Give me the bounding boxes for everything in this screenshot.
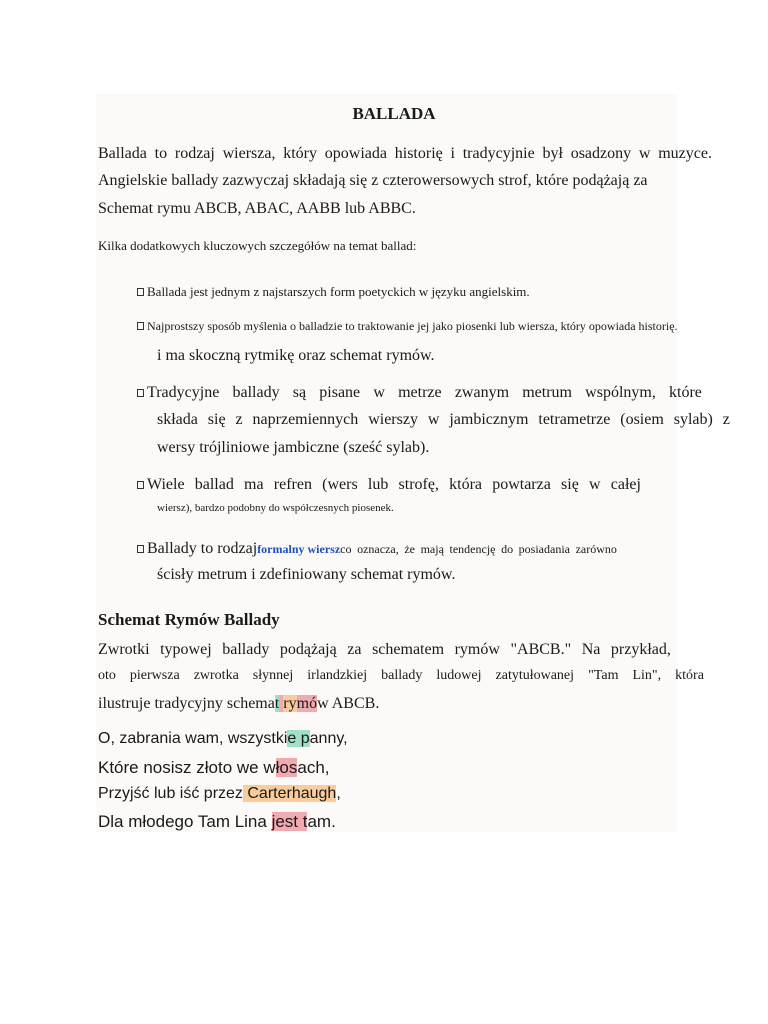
word: zwanym [454,384,510,401]
bullet-4-start: Wiele [137,477,185,493]
word: to [154,145,168,162]
rhyme-scheme-heading: Schemat Rymów Ballady [98,610,280,629]
bullet-4-line-2: wiersz), bardzo podobny do współczesnych piosenek. [157,502,394,514]
word: pisane [319,384,361,401]
bullet-3-line-3: wersy trójliniowe jambiczne (sześć sylab). [157,439,430,456]
word: był [542,145,563,162]
word: rymów [454,641,500,658]
word: metrze [398,384,442,401]
bullet-5-start: Ballady to rodzaj [147,540,258,557]
formal-poem-link[interactable]: formalny wiersz [257,542,341,556]
word: zatytułowanej [495,668,575,683]
word: naprzemiennych [252,411,359,428]
bullet-1 [137,285,530,298]
checkbox-icon [137,322,144,330]
word: wspólnym, [585,384,656,401]
bullet-3-line-2 [157,412,730,428]
document-title: BALLADA [352,104,436,123]
word: ballady [232,384,280,401]
word: schematem [372,641,445,658]
intro-line-1 [98,146,712,162]
rhyme-text-line-3-end: w ABCB. [317,695,380,712]
poem-line-2-end: ach, [297,758,330,777]
word: powtarza [492,476,551,493]
poem-line-4-end: am. [307,812,336,831]
poem-line-4 [98,813,336,830]
checkbox-icon [137,481,144,489]
poem-line-3-end: , [336,785,341,802]
rhyme-highlight-b: łos [275,758,298,777]
word: osadzony [570,145,632,162]
intro-line-2: Angielskie ballady zazwyczaj składają się z czterowersowych strof, które podążają za [98,172,648,189]
poem-line-4-start: Dla młodego Tam Lina [98,812,272,831]
poem-line-1-end: anny, [309,730,348,747]
word: składa [157,411,198,428]
highlight-green: t [274,695,280,712]
bullet-3-line-1 [137,385,702,401]
word: i [450,145,455,162]
word: ballad [194,476,234,493]
word: opowiada [324,145,387,162]
poem-line-1 [98,731,348,747]
word: typowej [160,641,212,658]
word: "Tam [588,668,619,683]
word: Na [581,641,601,658]
word: (wers [322,476,358,493]
word: oto [98,668,116,683]
bullet-2-text: Najprostszy sposób myślenia o balladzie to traktowanie jej jako piosenki lub wiersza, który opowiada historię. [147,319,678,333]
highlight-red: ó [309,695,318,712]
word: w [427,411,440,428]
word: irlandzkiej [307,668,368,683]
word: sylab) [673,411,713,428]
word: wiersza, [222,145,276,162]
poem-line-2 [98,759,330,776]
highlight-red: m [296,695,310,712]
word: ludowej [436,668,482,683]
word: w [373,384,385,401]
word: tetrametrze [538,411,611,428]
word: strofę, [398,476,439,493]
bullet-3-start: Tradycyjne [137,385,219,401]
bullet-5-rest: co oznacza, że mają tendencję do posiadania zarówno [340,542,617,556]
rhyme-text-line-3-start: ilustruje tradycyjny schema [98,695,275,712]
word: która [449,476,483,493]
word: Zwrotki [98,641,150,658]
word: (osiem [620,411,664,428]
intro-line-3: Schemat rymu ABCB, ABAC, AABB lub ABBC. [98,200,416,217]
word: historię [394,145,443,162]
word: które [669,384,702,401]
word: lub [367,476,389,493]
word: refren [273,476,312,493]
word: słynnej [252,668,294,683]
bullet-1-text: Ballada jest jednym z najstarszych form poetyckich w języku angielskim. [147,284,530,299]
poem-line-3 [98,786,341,802]
bullet-2-continuation: i ma skoczną rytmikę oraz schemat rymów. [157,347,435,364]
word: ballady [381,668,423,683]
word: ballady [222,641,270,658]
rhyme-text-line-3 [98,696,379,712]
word: pierwsza [129,668,180,683]
bullet-5-continuation: ścisły metrum i zdefiniowany schemat rymów. [157,566,456,583]
rhyme-highlight-c: Carterhaugh [242,785,337,802]
word: muzyce. [658,145,712,162]
rhyme-highlight-a: e p [287,730,310,747]
rhyme-text-line-2 [98,669,704,683]
word: tradycyjnie [462,145,535,162]
rhyme-highlight-b2: jest t [271,812,308,831]
word: jambicznym [449,411,529,428]
word: są [292,384,307,401]
word: "ABCB." [510,641,572,658]
word: podążają [279,641,337,658]
poem-line-3-start: Przyjść lub iść przez [98,785,243,802]
poem-line-1-start: O, zabrania wam, wszystki [98,730,288,747]
word: się [561,476,579,493]
checkbox-icon [137,545,144,553]
details-heading: Kilka dodatkowych kluczowych szczegółów na temat ballad: [98,238,417,253]
word: Lin", [632,668,662,683]
word: przykład, [610,641,671,658]
word: się [207,411,226,428]
poem-line-2-start: Które nosisz złoto we w [98,758,276,777]
bullet-4-line-1 [137,477,641,493]
word: Ballada [98,145,147,162]
word: w [638,145,651,162]
word: metrum [522,384,572,401]
highlight-orange: ry [283,695,297,712]
word: zwrotka [193,668,239,683]
word: w [589,476,601,493]
bullet-5-line-1 [137,541,617,557]
checkbox-icon [137,389,144,397]
word: ma [244,476,264,493]
word: z [235,411,243,428]
word: wierszy [368,411,418,428]
rhyme-text-line-1 [98,642,671,658]
word: rodzaj [174,145,215,162]
checkbox-icon [137,288,144,296]
word: która [675,668,704,683]
word: który [283,145,318,162]
word: całej [610,476,641,493]
word: za [347,641,362,658]
word: z [722,411,730,428]
bullet-2 [137,320,678,332]
